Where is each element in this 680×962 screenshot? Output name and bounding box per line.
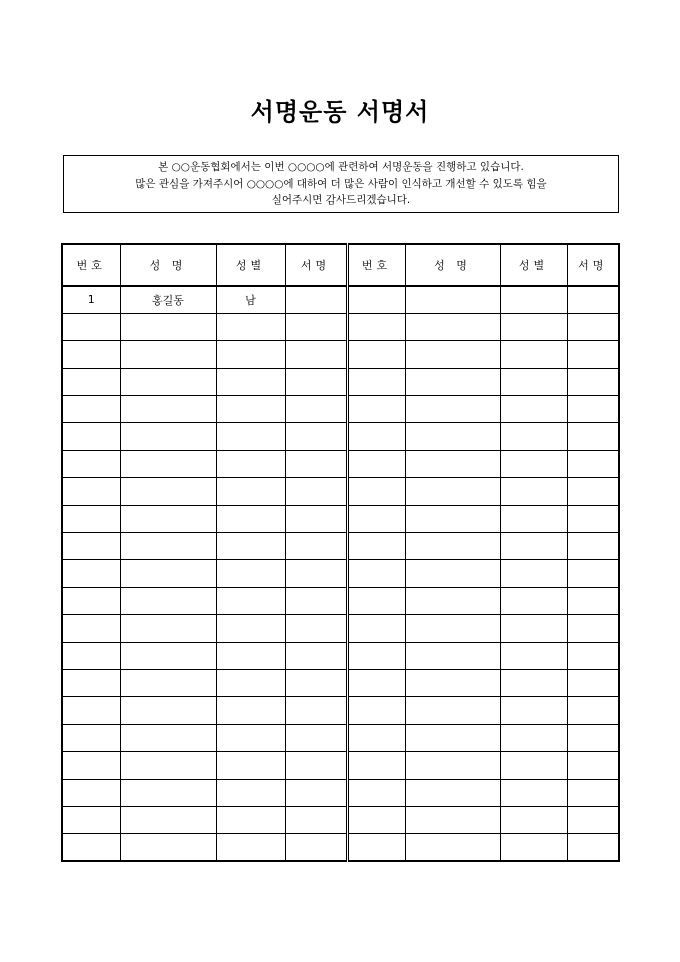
cell-number[interactable] — [62, 642, 120, 669]
header-name: 성 명 — [120, 244, 216, 286]
cell-number[interactable] — [62, 615, 120, 642]
cell-gender[interactable] — [216, 313, 285, 340]
cell-gender[interactable]: 남 — [216, 286, 285, 313]
cell-signature-right[interactable] — [567, 806, 619, 833]
cell-signature[interactable] — [285, 368, 347, 395]
cell-name-right[interactable] — [405, 806, 500, 833]
cell-number[interactable] — [62, 478, 120, 505]
cell-name-right[interactable] — [405, 724, 500, 751]
cell-name-right[interactable] — [405, 423, 500, 450]
cell-name-right[interactable] — [405, 697, 500, 724]
cell-name-right[interactable] — [405, 478, 500, 505]
cell-number-right[interactable] — [347, 697, 405, 724]
cell-gender-right[interactable] — [500, 396, 567, 423]
cell-gender[interactable] — [216, 752, 285, 779]
cell-signature[interactable] — [285, 450, 347, 477]
cell-name-right[interactable] — [405, 368, 500, 395]
table-row — [62, 752, 619, 779]
cell-name[interactable] — [120, 450, 216, 477]
cell-name[interactable] — [120, 779, 216, 806]
notice-line-2: 많은 관심을 가져주시어 ○○○○에 대하여 더 많은 사람이 인식하고 개선할 수 있도록 힘을 — [135, 177, 547, 190]
header-gender: 성별 — [216, 244, 285, 286]
cell-gender[interactable] — [216, 697, 285, 724]
cell-number-right[interactable] — [347, 752, 405, 779]
cell-name-right[interactable] — [405, 396, 500, 423]
cell-gender-right[interactable] — [500, 478, 567, 505]
table-header-row — [62, 244, 619, 286]
cell-number[interactable] — [62, 724, 120, 751]
cell-name-right[interactable] — [405, 450, 500, 477]
cell-number[interactable] — [62, 450, 120, 477]
notice-box — [63, 155, 619, 213]
cell-gender[interactable] — [216, 724, 285, 751]
cell-signature[interactable] — [285, 752, 347, 779]
cell-gender[interactable] — [216, 806, 285, 833]
cell-signature[interactable] — [285, 834, 347, 861]
cell-name-right[interactable] — [405, 560, 500, 587]
cell-signature[interactable] — [285, 697, 347, 724]
cell-gender[interactable] — [216, 368, 285, 395]
table-row — [62, 587, 619, 614]
cell-name-right[interactable] — [405, 505, 500, 532]
cell-gender-right[interactable] — [500, 450, 567, 477]
cell-name[interactable] — [120, 368, 216, 395]
cell-name[interactable] — [120, 587, 216, 614]
cell-number[interactable] — [62, 806, 120, 833]
cell-signature-right[interactable] — [567, 368, 619, 395]
cell-name-right[interactable] — [405, 669, 500, 696]
cell-gender[interactable] — [216, 423, 285, 450]
cell-signature[interactable] — [285, 286, 347, 313]
cell-signature-right[interactable] — [567, 423, 619, 450]
table-row — [62, 286, 619, 313]
cell-number[interactable] — [62, 669, 120, 696]
table-row — [62, 560, 619, 587]
cell-name[interactable] — [120, 834, 216, 861]
cell-number-right[interactable] — [347, 587, 405, 614]
cell-gender-right[interactable] — [500, 642, 567, 669]
cell-signature-right[interactable] — [567, 724, 619, 751]
header-name-right: 성 명 — [405, 244, 500, 286]
cell-signature[interactable] — [285, 642, 347, 669]
cell-signature[interactable] — [285, 505, 347, 532]
cell-gender-right[interactable] — [500, 806, 567, 833]
table-row — [62, 806, 619, 833]
cell-signature-right[interactable] — [567, 697, 619, 724]
cell-name[interactable] — [120, 505, 216, 532]
notice-line-1: 본 ○○운동협회에서는 이번 ○○○○에 관련하여 서명운동을 진행하고 있습니다. — [158, 161, 524, 173]
cell-signature[interactable] — [285, 560, 347, 587]
cell-number[interactable] — [62, 396, 120, 423]
cell-gender-right[interactable] — [500, 560, 567, 587]
table-row — [62, 313, 619, 340]
cell-name[interactable] — [120, 313, 216, 340]
table-row — [62, 834, 619, 861]
cell-gender[interactable] — [216, 560, 285, 587]
cell-gender-right[interactable] — [500, 615, 567, 642]
cell-gender-right[interactable] — [500, 533, 567, 560]
cell-name[interactable] — [120, 560, 216, 587]
page-title: 서명운동 서명서 — [250, 98, 430, 126]
cell-name[interactable] — [120, 752, 216, 779]
cell-signature[interactable] — [285, 423, 347, 450]
cell-number[interactable] — [62, 341, 120, 368]
cell-gender[interactable] — [216, 450, 285, 477]
cell-gender-right[interactable] — [500, 779, 567, 806]
table-row — [62, 724, 619, 751]
cell-gender[interactable] — [216, 642, 285, 669]
header-gender-right: 성별 — [500, 244, 567, 286]
cell-name[interactable] — [120, 669, 216, 696]
cell-name[interactable] — [120, 478, 216, 505]
cell-number-right[interactable] — [347, 478, 405, 505]
cell-gender-right[interactable] — [500, 587, 567, 614]
cell-number[interactable] — [62, 533, 120, 560]
table-row — [62, 368, 619, 395]
cell-number-right[interactable] — [347, 642, 405, 669]
cell-signature-right[interactable] — [567, 587, 619, 614]
cell-gender[interactable] — [216, 669, 285, 696]
cell-number-right[interactable] — [347, 423, 405, 450]
cell-name[interactable] — [120, 806, 216, 833]
cell-name[interactable] — [120, 423, 216, 450]
cell-name-right[interactable] — [405, 286, 500, 313]
cell-number-right[interactable] — [347, 313, 405, 340]
cell-gender[interactable] — [216, 533, 285, 560]
cell-signature-right[interactable] — [567, 313, 619, 340]
cell-gender-right[interactable] — [500, 368, 567, 395]
cell-signature[interactable] — [285, 587, 347, 614]
cell-number-right[interactable] — [347, 724, 405, 751]
table-row — [62, 423, 619, 450]
cell-signature[interactable] — [285, 615, 347, 642]
cell-number[interactable] — [62, 423, 120, 450]
cell-number-right[interactable] — [347, 806, 405, 833]
table-row — [62, 533, 619, 560]
cell-gender[interactable] — [216, 341, 285, 368]
cell-number[interactable] — [62, 560, 120, 587]
cell-gender-right[interactable] — [500, 286, 567, 313]
cell-name-right[interactable] — [405, 615, 500, 642]
header-number: 번호 — [62, 244, 120, 286]
header-signature-right: 서명 — [567, 244, 619, 286]
cell-signature[interactable] — [285, 533, 347, 560]
cell-gender-right[interactable] — [500, 834, 567, 861]
cell-signature-right[interactable] — [567, 642, 619, 669]
cell-signature[interactable] — [285, 341, 347, 368]
cell-gender[interactable] — [216, 478, 285, 505]
table-row — [62, 697, 619, 724]
table-row — [62, 450, 619, 477]
table-row — [62, 341, 619, 368]
cell-number-right[interactable] — [347, 834, 405, 861]
cell-number-right[interactable] — [347, 669, 405, 696]
cell-name[interactable] — [120, 697, 216, 724]
cell-signature-right[interactable] — [567, 752, 619, 779]
cell-number-right[interactable] — [347, 533, 405, 560]
cell-signature[interactable] — [285, 779, 347, 806]
cell-number-right[interactable] — [347, 779, 405, 806]
cell-gender[interactable] — [216, 834, 285, 861]
cell-number-right[interactable] — [347, 450, 405, 477]
cell-name[interactable]: 홍길동 — [120, 286, 216, 313]
header-number-right: 번호 — [347, 244, 405, 286]
cell-number[interactable] — [62, 779, 120, 806]
table-row — [62, 505, 619, 532]
cell-name-right[interactable] — [405, 834, 500, 861]
cell-number-right[interactable] — [347, 560, 405, 587]
signature-table — [61, 243, 620, 862]
cell-name-right[interactable] — [405, 313, 500, 340]
cell-gender-right[interactable] — [500, 724, 567, 751]
cell-number[interactable] — [62, 368, 120, 395]
table-row — [62, 642, 619, 669]
cell-signature[interactable] — [285, 313, 347, 340]
cell-number[interactable] — [62, 313, 120, 340]
cell-signature-right[interactable] — [567, 450, 619, 477]
cell-number[interactable] — [62, 505, 120, 532]
cell-gender-right[interactable] — [500, 505, 567, 532]
table-row — [62, 779, 619, 806]
cell-name-right[interactable] — [405, 533, 500, 560]
cell-gender[interactable] — [216, 396, 285, 423]
cell-gender-right[interactable] — [500, 752, 567, 779]
cell-name-right[interactable] — [405, 587, 500, 614]
cell-number-right[interactable] — [347, 368, 405, 395]
cell-number-right[interactable] — [347, 341, 405, 368]
cell-signature-right[interactable] — [567, 560, 619, 587]
cell-signature-right[interactable] — [567, 834, 619, 861]
cell-gender[interactable] — [216, 779, 285, 806]
header-signature: 서명 — [285, 244, 347, 286]
cell-gender[interactable] — [216, 615, 285, 642]
cell-signature-right[interactable] — [567, 341, 619, 368]
cell-number[interactable] — [62, 587, 120, 614]
cell-number[interactable] — [62, 697, 120, 724]
cell-name-right[interactable] — [405, 779, 500, 806]
cell-signature[interactable] — [285, 396, 347, 423]
cell-name[interactable] — [120, 533, 216, 560]
cell-signature-right[interactable] — [567, 615, 619, 642]
cell-signature-right[interactable] — [567, 505, 619, 532]
cell-signature[interactable] — [285, 724, 347, 751]
cell-number[interactable]: 1 — [62, 286, 120, 313]
cell-signature-right[interactable] — [567, 669, 619, 696]
cell-number[interactable] — [62, 752, 120, 779]
cell-number[interactable] — [62, 834, 120, 861]
cell-gender-right[interactable] — [500, 669, 567, 696]
cell-gender-right[interactable] — [500, 423, 567, 450]
cell-name-right[interactable] — [405, 341, 500, 368]
cell-gender-right[interactable] — [500, 313, 567, 340]
cell-number-right[interactable] — [347, 505, 405, 532]
cell-number-right[interactable] — [347, 286, 405, 313]
cell-name[interactable] — [120, 396, 216, 423]
cell-signature-right[interactable] — [567, 478, 619, 505]
cell-signature[interactable] — [285, 478, 347, 505]
notice-line-3: 실어주시면 감사드리겠습니다. — [271, 194, 411, 206]
cell-gender[interactable] — [216, 505, 285, 532]
cell-number-right[interactable] — [347, 615, 405, 642]
cell-signature-right[interactable] — [567, 779, 619, 806]
cell-gender-right[interactable] — [500, 697, 567, 724]
table-row — [62, 478, 619, 505]
cell-name-right[interactable] — [405, 642, 500, 669]
cell-signature[interactable] — [285, 806, 347, 833]
cell-gender-right[interactable] — [500, 341, 567, 368]
cell-gender[interactable] — [216, 587, 285, 614]
cell-name[interactable] — [120, 642, 216, 669]
table-row — [62, 669, 619, 696]
cell-name-right[interactable] — [405, 752, 500, 779]
cell-signature-right[interactable] — [567, 396, 619, 423]
table-row — [62, 396, 619, 423]
cell-name[interactable] — [120, 341, 216, 368]
cell-signature-right[interactable] — [567, 286, 619, 313]
cell-signature[interactable] — [285, 669, 347, 696]
cell-name[interactable] — [120, 724, 216, 751]
cell-number-right[interactable] — [347, 396, 405, 423]
cell-signature-right[interactable] — [567, 533, 619, 560]
cell-name[interactable] — [120, 615, 216, 642]
table-row — [62, 615, 619, 642]
